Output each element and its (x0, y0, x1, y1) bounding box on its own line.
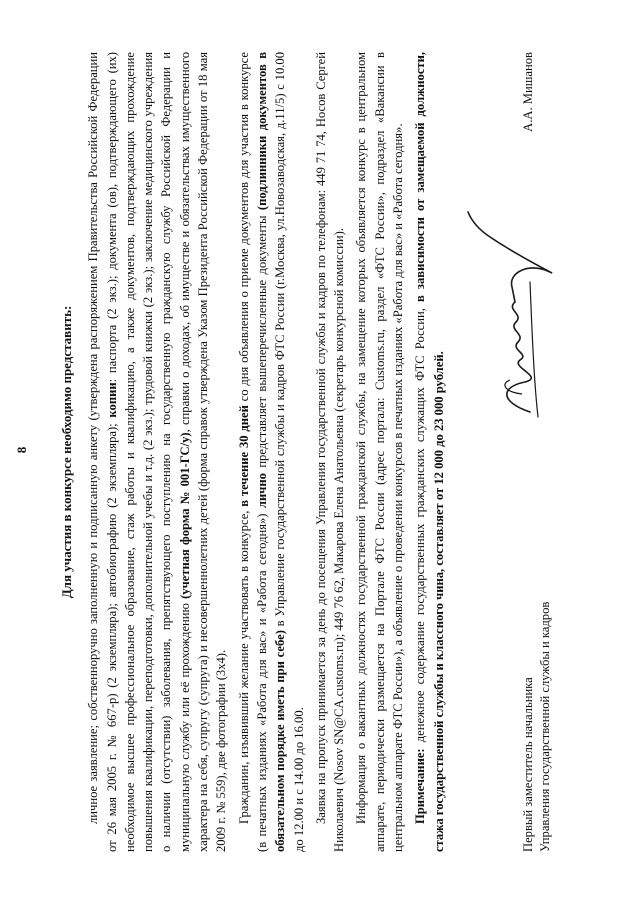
vacancy-info-paragraph: Информация о вакантных должностях государственной гражданской службы, на замещение которых объявляется конкурс в центральном аппарате, периодически размещается на Портале ФТС России (адрес портала: Customs.ru, раздел «ФТС России», подраздел «Вакансии в центральном аппарате ФТС России»), а объявление о проведении конкурсов в печатных изданиях «Работа для вас» и «Работа сегодня». (354, 52, 406, 852)
signatory-name: А.А. Мишанов (521, 52, 535, 132)
apply-text-part: Гражданин, изъявивший желание участвовать в конкурсе, (236, 506, 251, 824)
docs-text-part: , справки о доходах, об имуществе и обязательствах имущественного характера на себя, супругу (супруга) и несовершеннолетних детей (форма справок утверждена Указом Президента Российской Федерации от 18 мая 2009 г. № 559), две фотографии (3х4). (177, 51, 229, 852)
required-documents-paragraph (84, 52, 230, 852)
note-text-part: денежное содержание государственных гражданских служащих ФТС России, (413, 301, 428, 749)
note-paragraph (411, 52, 448, 852)
position-line: Управления государственной службы и кадров (538, 601, 552, 852)
apply-text-part: со дня объявления о приеме документов для участия в конкурсе (в печатных изданиях «Работа для вас» и «Работа сегодня») (236, 52, 269, 852)
docs-copies-bold: копии (104, 382, 119, 418)
pass-request-paragraph: Заявка на пропуск принимается за день до посещения Управления государственной службы и кадров по телефонам: 449 71 74, Носов Сергей Николаевич (Nosov SN@CA.customs.ru); 449 76 62, Макарова Елена Анатольевна (секретарь конкурсной комиссии). (313, 52, 347, 852)
docs-text-part: : паспорта (2 экз.); документа (ов), подтверждающего (их) необходимое высшее профессиональное образование, стаж работы и квалификацию, а также документов, подтверждающих прохождение повышения квалификации, переподготовки, дополнительной учебы и т.д. (2 экз.); трудовой книжки (2 экз.); заключение медицинского учреждения о наличии (отсутствии) заболевания, препятствующего поступлению на государственную гражданскую службу Российской Федерации и муниципальную службу или её прохождению (104, 52, 192, 852)
section-title: Для участия в конкурсе необходимо представить: (59, 305, 74, 599)
docs-form-bold: (учетная форма № 001-ГС/у) (177, 432, 192, 599)
note-salary-bold: в зависимости от замещаемой должности, стажа государственной службы и классного чина, составляет от 12 000 до 23 000 рублей. (413, 52, 446, 852)
note-label: Примечание: (413, 748, 428, 824)
document-body (40, 52, 452, 852)
handwritten-signature-icon (460, 202, 570, 422)
apply-deadline-bold: в течение 30 дней (236, 405, 251, 507)
apply-originals-bold: (подлинники документов в обязательном порядке иметь при себе) (254, 51, 288, 852)
docs-text-part: личное заявление; собственноручно заполненную и подписанную анкету (утверждена распоряжением Правительства Российской Федерации от 26 мая 2005 г. № 667-р) (2 экземпляра); автобиографию (2 экземпляра); (86, 52, 119, 852)
apply-text-part: в Управление государственной службы и кадров ФТС России (г.Москва, ул.Новозаводская, д.11/5) с 10.00 до 12.00 и с 14.00 до 16.00. (273, 52, 306, 852)
application-paragraph (235, 52, 308, 852)
apply-text-part: представляет вышеперечисленные документы (254, 210, 269, 474)
apply-personally-bold: лично (254, 473, 269, 509)
page-number: 8 (14, 446, 29, 454)
position-line: Первый заместитель начальника (521, 677, 535, 852)
signatory-position (520, 532, 554, 852)
